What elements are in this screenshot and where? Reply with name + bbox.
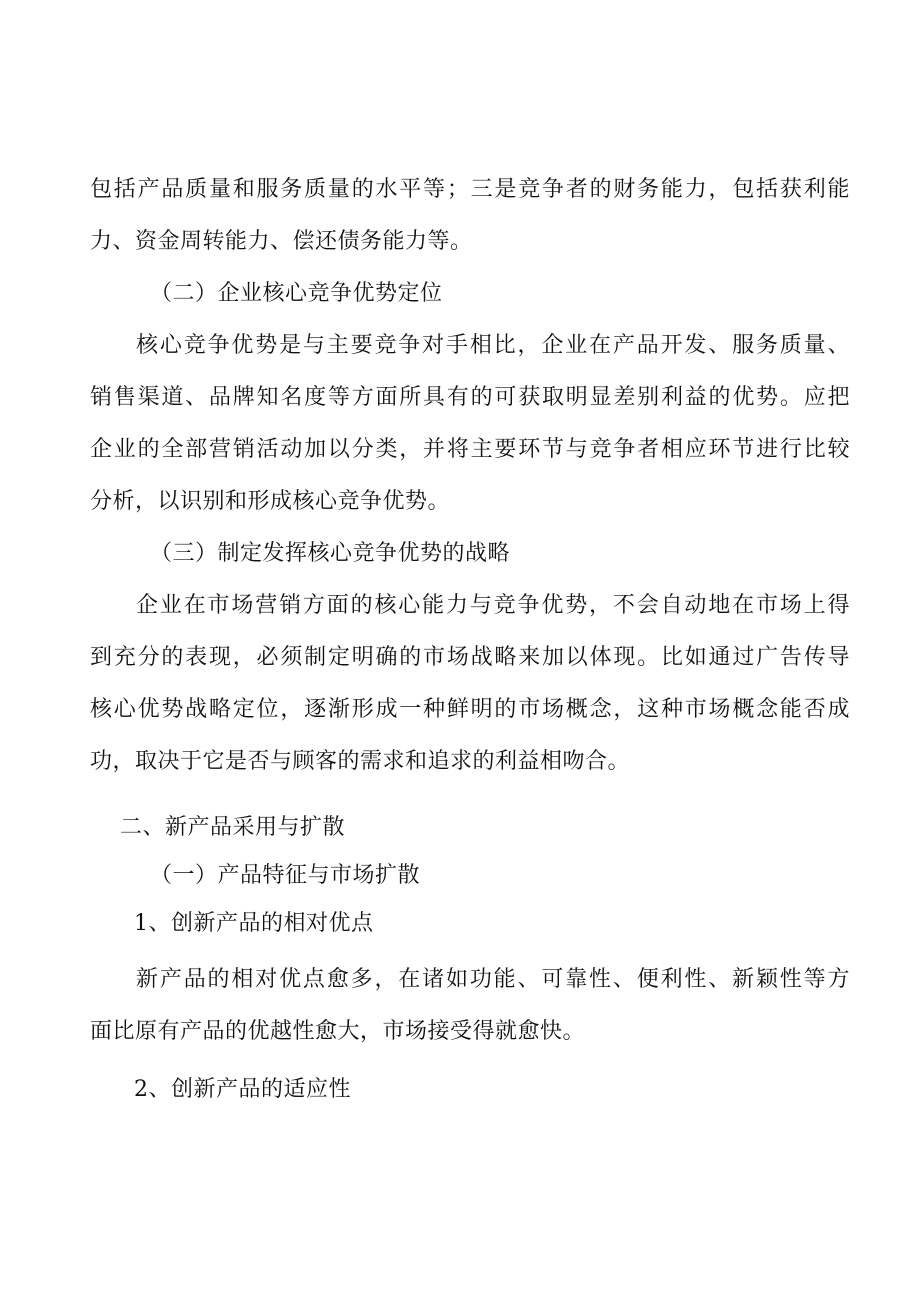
- paragraph-line: 功，取决于它是否与顾客的需求和追求的利益相吻合。: [90, 749, 631, 774]
- subheading-strategy: （三）制定发挥核心竞争优势的战略: [150, 541, 511, 566]
- paragraph-line: 核心竞争优势是与主要竞争对手相比，企业在产品开发、服务质量、: [136, 333, 850, 358]
- paragraph-line: 包括产品质量和服务质量的水平等；三是竞争者的财务能力，包括获利能: [90, 177, 850, 202]
- paragraph-line: 核心优势战略定位，逐渐形成一种鲜明的市场概念，这种市场概念能否成: [90, 697, 850, 722]
- paragraph-line: 力、资金周转能力、偿还债务能力等。: [90, 229, 473, 254]
- paragraph-line: 新产品的相对优点愈多，在诸如功能、可靠性、便利性、新颖性等方: [136, 967, 850, 992]
- paragraph-line: 企业在市场营销方面的核心能力与竞争优势，不会自动地在市场上得: [136, 593, 850, 618]
- item-heading-adaptability: 2、创新产品的适应性: [134, 1077, 351, 1102]
- subheading-product-features: （一）产品特征与市场扩散: [150, 863, 421, 888]
- subheading-competitive-advantage-positioning: （二）企业核心竞争优势定位: [150, 281, 443, 306]
- paragraph-line: 面比原有产品的优越性愈大，市场接受得就愈快。: [90, 1019, 586, 1044]
- item-heading-relative-advantage: 1、创新产品的相对优点: [134, 911, 374, 936]
- paragraph-line: 到充分的表现，必须制定明确的市场战略来加以体现。比如通过广告传导: [90, 645, 850, 670]
- paragraph-line: 分析，以识别和形成核心竞争优势。: [90, 489, 451, 514]
- paragraph-line: 销售渠道、品牌知名度等方面所具有的可获取明显差别利益的优势。应把: [90, 385, 850, 410]
- paragraph-line: 企业的全部营销活动加以分类，并将主要环节与竞争者相应环节进行比较: [90, 437, 850, 462]
- section-heading-new-product-adoption: 二、新产品采用与扩散: [120, 815, 346, 840]
